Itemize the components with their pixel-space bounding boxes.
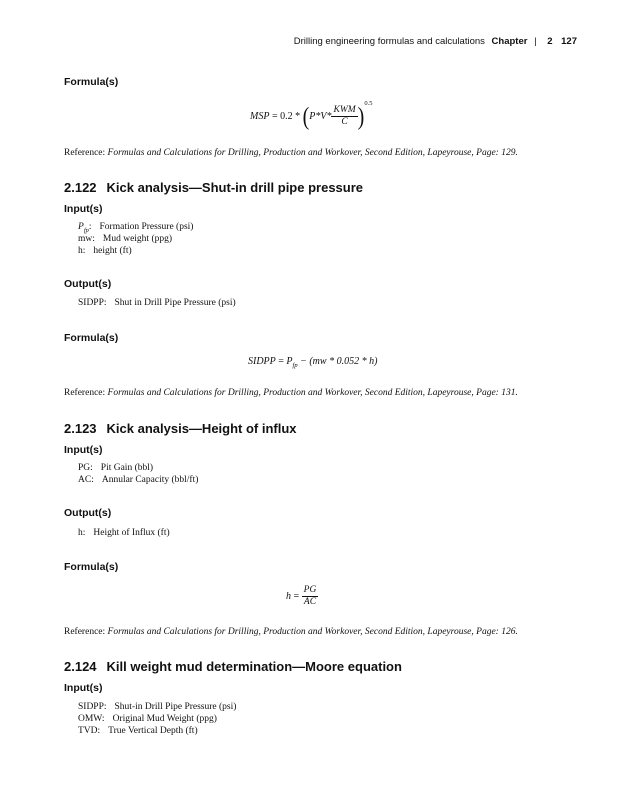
- reference-source: Formulas and Calculations for Drilling, Production and Workover, Second Edition, Lapeyrouse, Page:: [107, 148, 502, 158]
- reference-line: [64, 388, 518, 398]
- input-item: [78, 462, 153, 474]
- input-description: Original Mud Weight (ppg): [112, 714, 217, 724]
- sidpp-p-sub: fp: [292, 362, 298, 369]
- msp-formula: [250, 100, 373, 131]
- reference-page: 129.: [501, 148, 518, 158]
- input-description: Shut-in Drill Pipe Pressure (psi): [114, 702, 237, 712]
- sidpp-lhs: SIDPP: [248, 356, 276, 367]
- chapter-number: 2: [547, 36, 553, 47]
- output-item: [78, 527, 170, 539]
- reference-source: Formulas and Calculations for Drilling, Production and Workover, Second Edition, Lapeyrouse, Page:: [107, 388, 502, 398]
- influx-fraction: [302, 585, 319, 608]
- influx-formula: [286, 585, 318, 608]
- input-symbol: TVD:: [78, 726, 101, 736]
- influx-numerator: PG: [303, 585, 317, 595]
- section-number: 2.123: [64, 421, 97, 436]
- formulas-heading: Formula(s): [64, 76, 119, 88]
- input-symbol-colon: :: [88, 222, 92, 232]
- msp-lhs: MSP: [250, 111, 270, 122]
- right-paren: ): [357, 102, 365, 131]
- reference-label: Reference:: [64, 388, 106, 398]
- input-symbol: h:: [78, 246, 86, 256]
- reference-source: Formulas and Calculations for Drilling, Production and Workover, Second Edition, Lapeyrouse, Page:: [107, 627, 502, 637]
- section-number: 2.122: [64, 180, 97, 195]
- reference-label: Reference:: [64, 148, 106, 158]
- reference-label: Reference:: [64, 627, 106, 637]
- outputs-heading: Output(s): [64, 507, 112, 519]
- output-description: Height of Influx (ft): [93, 528, 170, 538]
- formulas-heading: Formula(s): [64, 561, 119, 573]
- section-title: [64, 421, 297, 436]
- outputs-heading: Output(s): [64, 278, 112, 290]
- formulas-heading: Formula(s): [64, 332, 119, 344]
- msp-inner: P*V*: [309, 111, 332, 122]
- input-item: [78, 245, 132, 257]
- input-symbol: OMW:: [78, 714, 105, 724]
- section-number: 2.124: [64, 659, 97, 674]
- input-symbol: PG:: [78, 463, 93, 473]
- inputs-heading: Input(s): [64, 444, 103, 456]
- input-symbol: AC:: [78, 475, 94, 485]
- header-separator: |: [534, 36, 537, 47]
- running-header: [294, 36, 577, 47]
- left-paren: (: [302, 102, 310, 131]
- reference-line: [64, 627, 518, 637]
- input-symbol-sub: fp: [83, 226, 89, 234]
- page-number: 127: [561, 36, 577, 47]
- output-item: [78, 297, 236, 309]
- input-description: Mud weight (ppg): [102, 234, 173, 244]
- influx-lhs: h: [286, 590, 291, 602]
- sidpp-rest: − (mw * 0.052 * h): [297, 356, 378, 367]
- section-title: [64, 659, 402, 674]
- section-heading: Kill weight mud determination—Moore equation: [106, 659, 402, 674]
- section-heading: Kick analysis—Shut-in drill pipe pressure: [106, 180, 364, 195]
- reference-line: [64, 148, 518, 158]
- msp-eq: = 0.2 *: [269, 111, 303, 122]
- input-item: [78, 701, 236, 713]
- input-description: Formation Pressure (psi): [99, 222, 194, 232]
- sidpp-eq: =: [275, 356, 287, 367]
- output-symbol: h:: [78, 528, 86, 538]
- chapter-label: Chapter: [491, 36, 528, 47]
- input-symbol: P: [78, 222, 84, 232]
- inputs-heading: Input(s): [64, 203, 103, 215]
- output-symbol: SIDPP:: [78, 298, 107, 308]
- msp-exponent: 0.5: [364, 100, 373, 107]
- input-description: Pit Gain (bbl): [100, 463, 154, 473]
- input-item: [78, 233, 172, 245]
- sidpp-p: P: [286, 356, 293, 367]
- input-item: [78, 474, 198, 486]
- input-item: [78, 725, 198, 737]
- input-description: Annular Capacity (bbl/ft): [101, 475, 199, 485]
- section-title: [64, 180, 363, 195]
- book-title: Drilling engineering formulas and calculations: [293, 36, 485, 47]
- msp-fraction: [331, 105, 357, 128]
- reference-page: 126.: [501, 627, 518, 637]
- input-symbol: mw:: [78, 234, 95, 244]
- influx-denominator: AC: [303, 597, 317, 607]
- input-description: height (ft): [93, 246, 132, 256]
- sidpp-formula: [248, 356, 377, 369]
- output-description: Shut in Drill Pipe Pressure (psi): [114, 298, 236, 308]
- reference-page: 131.: [501, 388, 518, 398]
- influx-eq: =: [291, 590, 302, 602]
- input-item: [78, 713, 217, 725]
- input-symbol: SIDPP:: [78, 702, 107, 712]
- input-description: True Vertical Depth (ft): [108, 726, 198, 736]
- section-heading: Kick analysis—Height of influx: [106, 421, 297, 436]
- inputs-heading: Input(s): [64, 682, 103, 694]
- msp-numerator: KWM: [333, 105, 356, 116]
- msp-denominator: C: [341, 117, 348, 128]
